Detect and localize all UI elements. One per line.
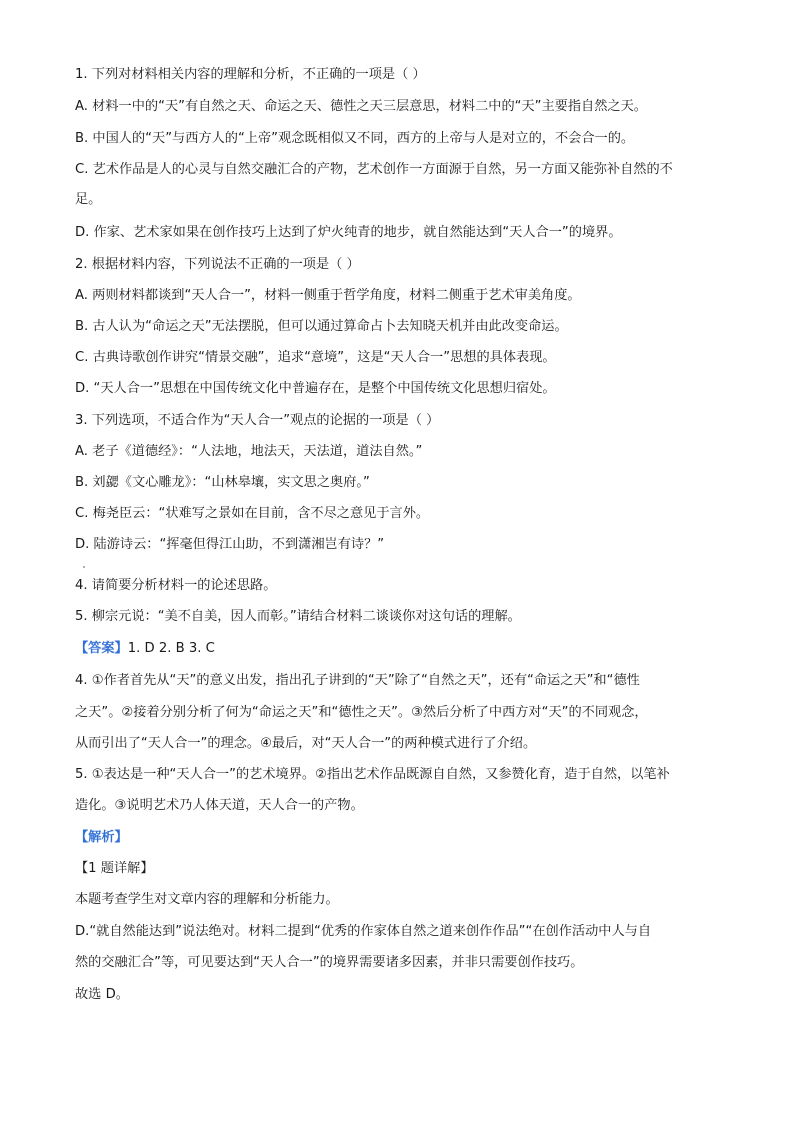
question-4-stem: 4. 请简要分析材料一的论述思路。 bbox=[75, 578, 277, 593]
answer-line bbox=[75, 640, 725, 658]
analysis-label: 【解析】 bbox=[75, 830, 128, 845]
question-1-option-b: B. 中国人的“天”与西方人的“上帝”观念既相似又不同，西方的上帝与人是对立的，不会合一的。 bbox=[75, 131, 635, 146]
answer-4-line-2: 之天”。②接着分别分析了何为“命运之天”和“德性之天”。③然后分析了中西方对“天”的不同观念， bbox=[75, 705, 648, 720]
question-2-stem: 2. 根据材料内容，下列说法不正确的一项是（ ） bbox=[75, 257, 360, 272]
question-1-option-c: C. 艺术作品是人的心灵与自然交融汇合的产物，艺术创作一方面源于自然，另一方面又能弥补自然的不 bbox=[75, 162, 673, 177]
analysis-paragraph-1: 本题考查学生对文章内容的理解和分析能力。 bbox=[75, 892, 339, 907]
question-3-option-a: A. 老子《道德经》：“人法地，地法天，天法道，道法自然。” bbox=[75, 444, 423, 459]
question-2-option-a: A. 两则材料都谈到“天人合一”，材料一侧重于哲学角度，材料二侧重于艺术审美角度。 bbox=[75, 288, 581, 303]
answer-4-line-1: 4. ①作者首先从“天”的意义出发，指出孔子讲到的“天”除了“自然之天”，还有“命运之天”和“德性 bbox=[75, 673, 640, 688]
answer-4-line-3: 从而引出了“天人合一”的理念。④最后，对“天人合一”的两种模式进行了介绍。 bbox=[75, 736, 537, 751]
question-2-option-d: D. “天人合一”思想在中国传统文化中普遍存在，是整个中国传统文化思想归宿处。 bbox=[75, 381, 556, 396]
answer-5-line-2: 造化。③说明艺术乃人体天道，天人合一的产物。 bbox=[75, 798, 364, 813]
analysis-paragraph-2-line-1: D.“就自然能达到”说法绝对。材料二提到“优秀的作家体自然之道来创作作品”“在创作活动中人与自 bbox=[75, 924, 652, 939]
question-5-stem: 5. 柳宗元说：“美不自美，因人而彰。”请结合材料二谈谈你对这句话的理解。 bbox=[75, 609, 521, 624]
question-3-option-d: D. 陆游诗云：“挥毫但得江山助，不到潇湘岂有诗？” bbox=[75, 537, 385, 552]
question-1-option-a: A. 材料一中的“天”有自然之天、命运之天、德性之天三层意思，材料二中的“天”主要指自然之天。 bbox=[75, 99, 647, 114]
question-2-option-b: B. 古人认为“命运之天”无法摆脱，但可以通过算命占卜去知晓天机并由此改变命运。 bbox=[75, 319, 568, 334]
question-1-option-c-cont: 足。 bbox=[75, 192, 102, 207]
answer-choices: 1. D 2. B 3. C bbox=[127, 641, 215, 656]
answer-label: 【答案】 bbox=[75, 641, 128, 656]
analysis-conclusion: 故选 D。 bbox=[75, 987, 129, 1002]
question-2-option-c: C. 古典诗歌创作讲究“情景交融”，追求“意境”，这是“天人合一”思想的具体表现。 bbox=[75, 350, 556, 365]
question-1-stem: 1. 下列对材料相关内容的理解和分析，不正确的一项是（ ） bbox=[75, 67, 426, 82]
analysis-paragraph-2-line-2: 然的交融汇合”等，可见要达到“天人合一”的境界需要诸多因素，并非只需要创作技巧。 bbox=[75, 955, 584, 970]
question-3-stem: 3. 下列选项，不适合作为“天人合一”观点的论据的一项是（ ） bbox=[75, 413, 440, 428]
analysis-subheading-1: 【1 题详解】 bbox=[75, 861, 154, 876]
question-3-option-b: B. 刘勰《文心雕龙》：“山林皋壤，实文思之奥府。” bbox=[75, 475, 370, 490]
answer-5-line-1: 5. ①表达是一种“天人合一”的艺术境界。②指出艺术作品既源自自然，又参赞化育，造于自然，以笔补 bbox=[75, 767, 670, 782]
stray-dot bbox=[83, 566, 85, 568]
question-1-option-d: D. 作家、艺术家如果在创作技巧上达到了炉火纯青的地步，就自然能达到“天人合一”的境界。 bbox=[75, 225, 622, 240]
question-3-option-c: C. 梅尧臣云：“状难写之景如在目前，含不尽之意见于言外。 bbox=[75, 506, 430, 521]
